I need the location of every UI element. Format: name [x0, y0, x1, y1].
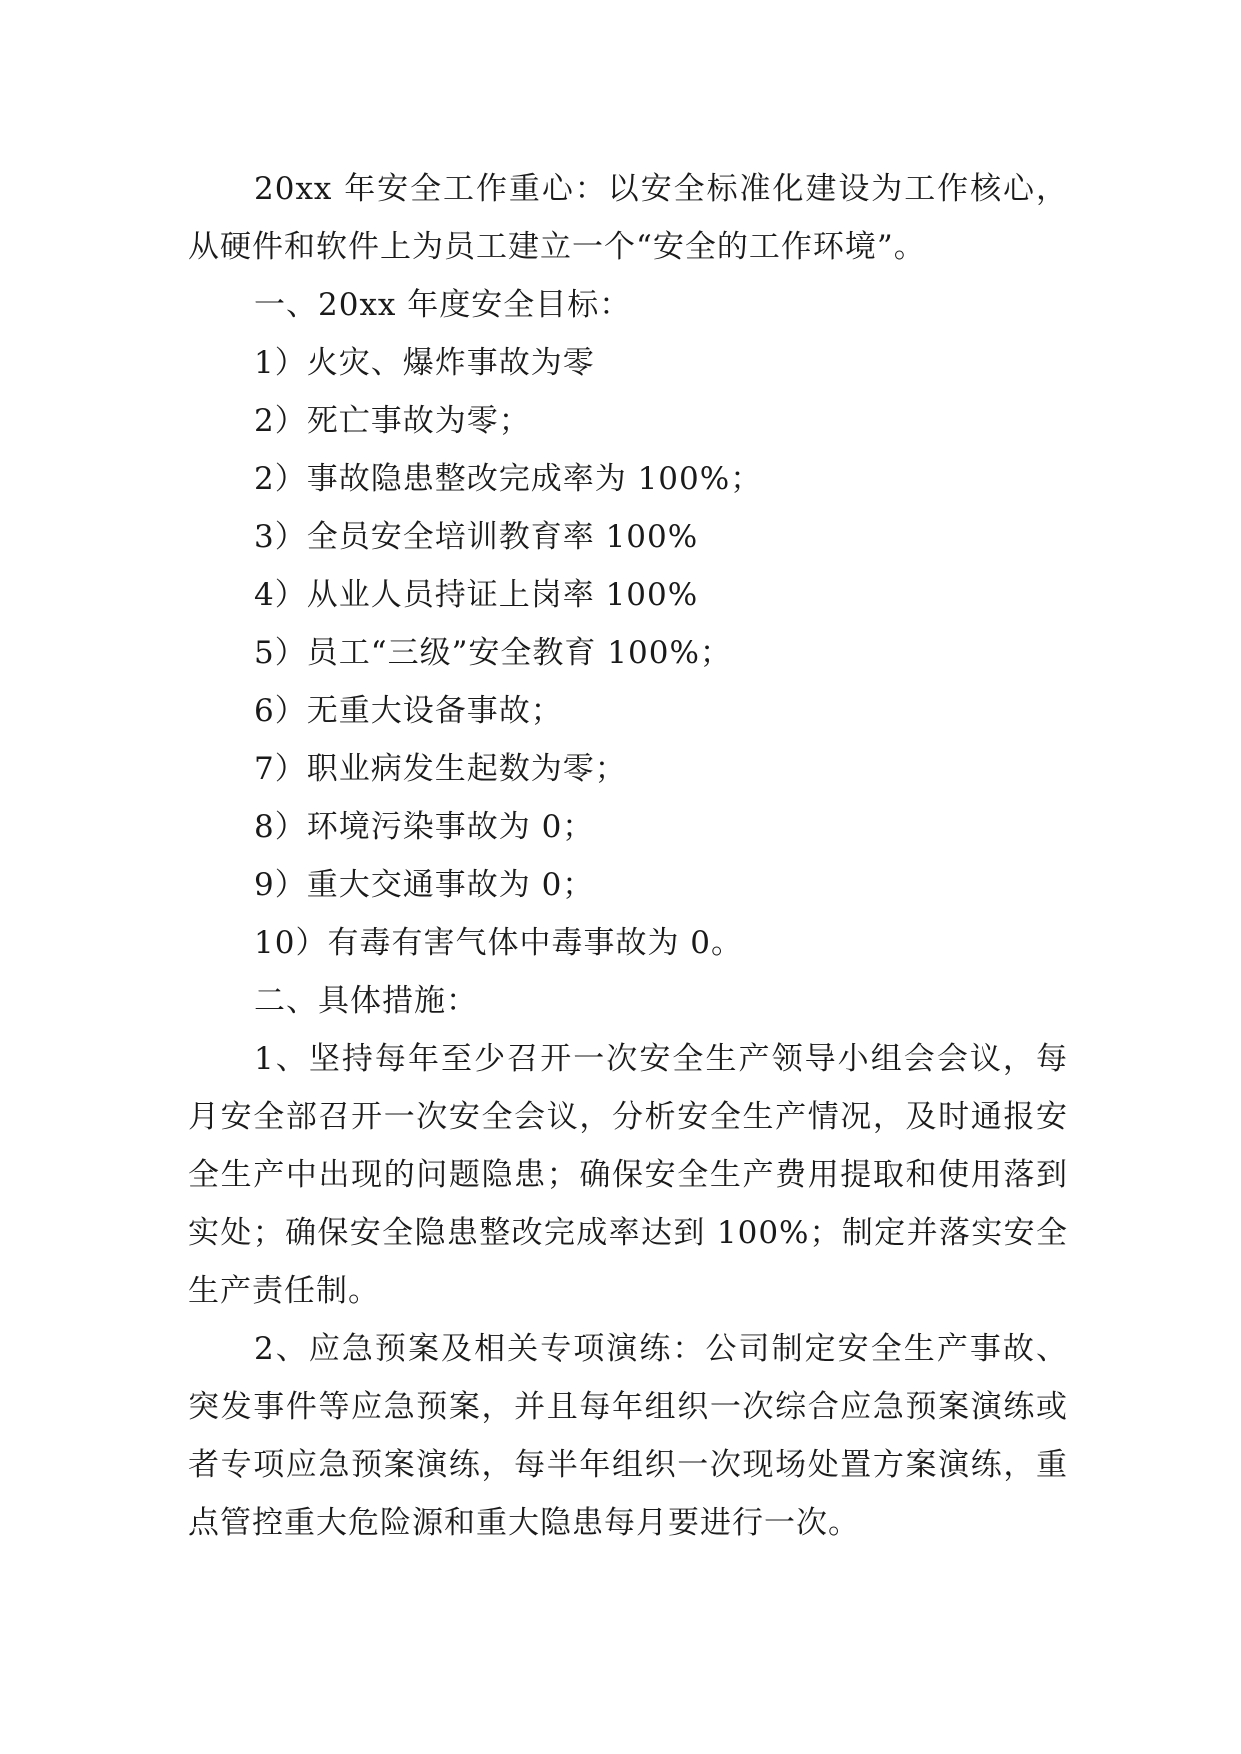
measure-paragraph: 1、坚持每年至少召开一次安全生产领导小组会会议，每月安全部召开一次安全会议，分析安全生产情况，及时通报安全生产中出现的问题隐患；确保安全生产费用提取和使用落到实处；确保安全隐患整改完成率达到 100%；制定并落实安全生产责任制。 [188, 1041, 1068, 1309]
measure-paragraph: 2、应急预案及相关专项演练：公司制定安全生产事故、突发事件等应急预案，并且每年组织一次综合应急预案演练或者专项应急预案演练，每半年组织一次现场处置方案演练，重点管控重大危险源和重大隐患每月要进行一次。 [188, 1331, 1068, 1541]
goal-item: 3）全员安全培训教育率 100% [254, 519, 699, 555]
section-heading-goals: 一、20xx 年度安全目标： [254, 287, 632, 323]
goal-item: 5）员工“三级”安全教育 100%； [254, 635, 732, 671]
goal-item: 10）有毒有害气体中毒事故为 0。 [254, 925, 744, 961]
goal-item: 8）环境污染事故为 0； [254, 809, 595, 845]
goal-item: 6）无重大设备事故； [254, 693, 563, 729]
goal-item: 9）重大交通事故为 0； [254, 867, 595, 903]
goal-item: 1）火灾、爆炸事故为零 [254, 345, 595, 381]
document-body [188, 160, 1068, 1552]
intro-paragraph: 20xx 年安全工作重心：以安全标准化建设为工作核心，从硬件和软件上为员工建立一个“安全的工作环境”。 [188, 171, 1068, 265]
goal-item: 4）从业人员持证上岗率 100% [254, 577, 699, 613]
goal-item: 2）死亡事故为零； [254, 403, 531, 439]
section-heading-measures: 二、具体措施： [254, 983, 478, 1019]
goal-item: 7）职业病发生起数为零； [254, 751, 627, 787]
goal-item: 2）事故隐患整改完成率为 100%； [254, 461, 763, 497]
